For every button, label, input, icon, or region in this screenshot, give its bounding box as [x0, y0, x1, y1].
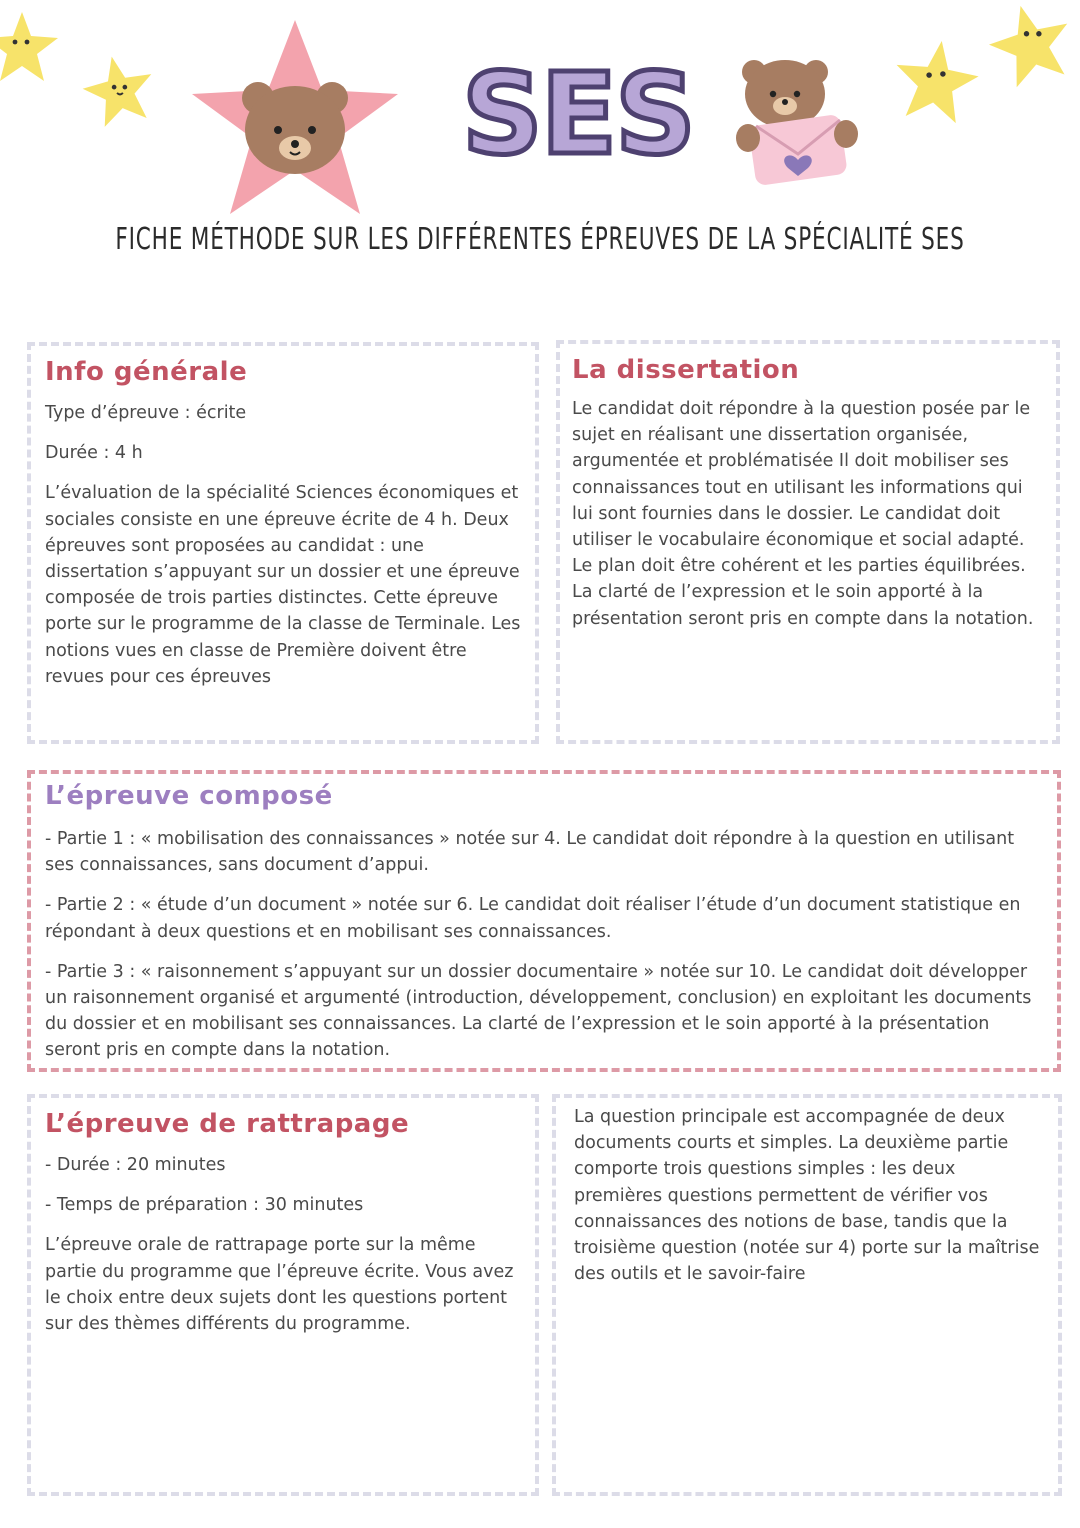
- rattrapage-preparation-line: - Temps de préparation : 30 minutes: [45, 1195, 364, 1216]
- star-icon: [986, 0, 1076, 90]
- epreuve-composee-card: [27, 770, 1061, 1072]
- rattrapage-paragraph: L’épreuve orale de rattrapage porte sur la même partie du programme que l’épreuve écrite. Vous avez le choix entre deux sujets dont les questions portent sur des thèmes différents du programme.: [45, 1235, 514, 1335]
- rattrapage-details-paragraph: La question principale est accompagnée de deux documents courts et simples. La deuxième partie comporte trois questions simples : les deux premières questions permettent de vérifier vos connaissances des notions de base, tandis que la troisième question (notée sur 4) porte sur la maîtrise des outils et le savoir-faire: [574, 1107, 1040, 1285]
- rattrapage-title: L’épreuve de rattrapage: [45, 1109, 410, 1139]
- star-icon: [80, 52, 158, 130]
- dissertation-paragraph: Le candidat doit répondre à la question posée par le sujet en réalisant une dissertation organisée, argumentée et problématisée Il doit mobiliser ses connaissances tout en utilisant les informations qui lui sont fournies dans le dossier. Le candidat doit utiliser le vocabulaire économique et social adapté. Le plan doit être cohérent et les parties équilibrées. La clarté de l’expression et le soin apporté à la présentation seront pris en compte dans la notation.: [572, 399, 1034, 629]
- type-epreuve-line: Type d’épreuve : écrite: [45, 403, 247, 423]
- partie-3-text: - Partie 3 : « raisonnement s’appuyant sur un dossier documentaire » notée sur 10. Le candidat doit développer un raisonnement organisé et argumenté (introduction, développement, conclusion) en exploitant les documents du dossier et en mobilisant ses connaissances. La clarté de l’expression et le soin apporté à la présentation seront pris en compte dans la notation.: [45, 961, 1032, 1061]
- star-icon: [0, 8, 62, 88]
- rattrapage-card: [27, 1094, 539, 1496]
- dissertation-title: La dissertation: [572, 355, 800, 385]
- duree-line: Durée : 4 h: [45, 443, 143, 464]
- info-generale-title: Info générale: [45, 357, 248, 387]
- page-subtitle: FICHE MÉTHODE SUR LES DIFFÉRENTES ÉPREUVES DE LA SPÉCIALITÉ SES: [115, 222, 965, 257]
- epreuve-composee-title: L’épreuve composé: [45, 781, 333, 811]
- bear-icon: [190, 18, 400, 218]
- partie-1-text: - Partie 1 : « mobilisation des connaissances » notée sur 4. Le candidat doit répondre à la question en utilisant ses connaissances, sans document d’appui.: [45, 829, 1015, 876]
- star-icon: [890, 36, 982, 128]
- rattrapage-duree-line: - Durée : 20 minutes: [45, 1155, 226, 1175]
- rattrapage-details-card: [552, 1094, 1062, 1496]
- logo-ses: SES: [462, 50, 694, 180]
- partie-2-text: - Partie 2 : « étude d’un document » notée sur 6. Le candidat doit réaliser l’étude d’un document statistique en répondant à deux questions et en mobilisant ses connaissances.: [45, 895, 1021, 942]
- info-generale-card: [27, 342, 539, 744]
- heart-envelope-icon: [730, 50, 860, 185]
- info-generale-paragraph: L’évaluation de la spécialité Sciences économiques et sociales consiste en une épreuve écrite de 4 h. Deux épreuves sont proposées au candidat : une dissertation s’appuyant sur un dossier et une épreuve composée de trois parties distinctes. Cette épreuve porte sur le programme de la classe de Terminale. Les notions vues en classe de Première doivent être revues pour ces épreuves: [45, 483, 521, 687]
- dissertation-card: [556, 340, 1060, 744]
